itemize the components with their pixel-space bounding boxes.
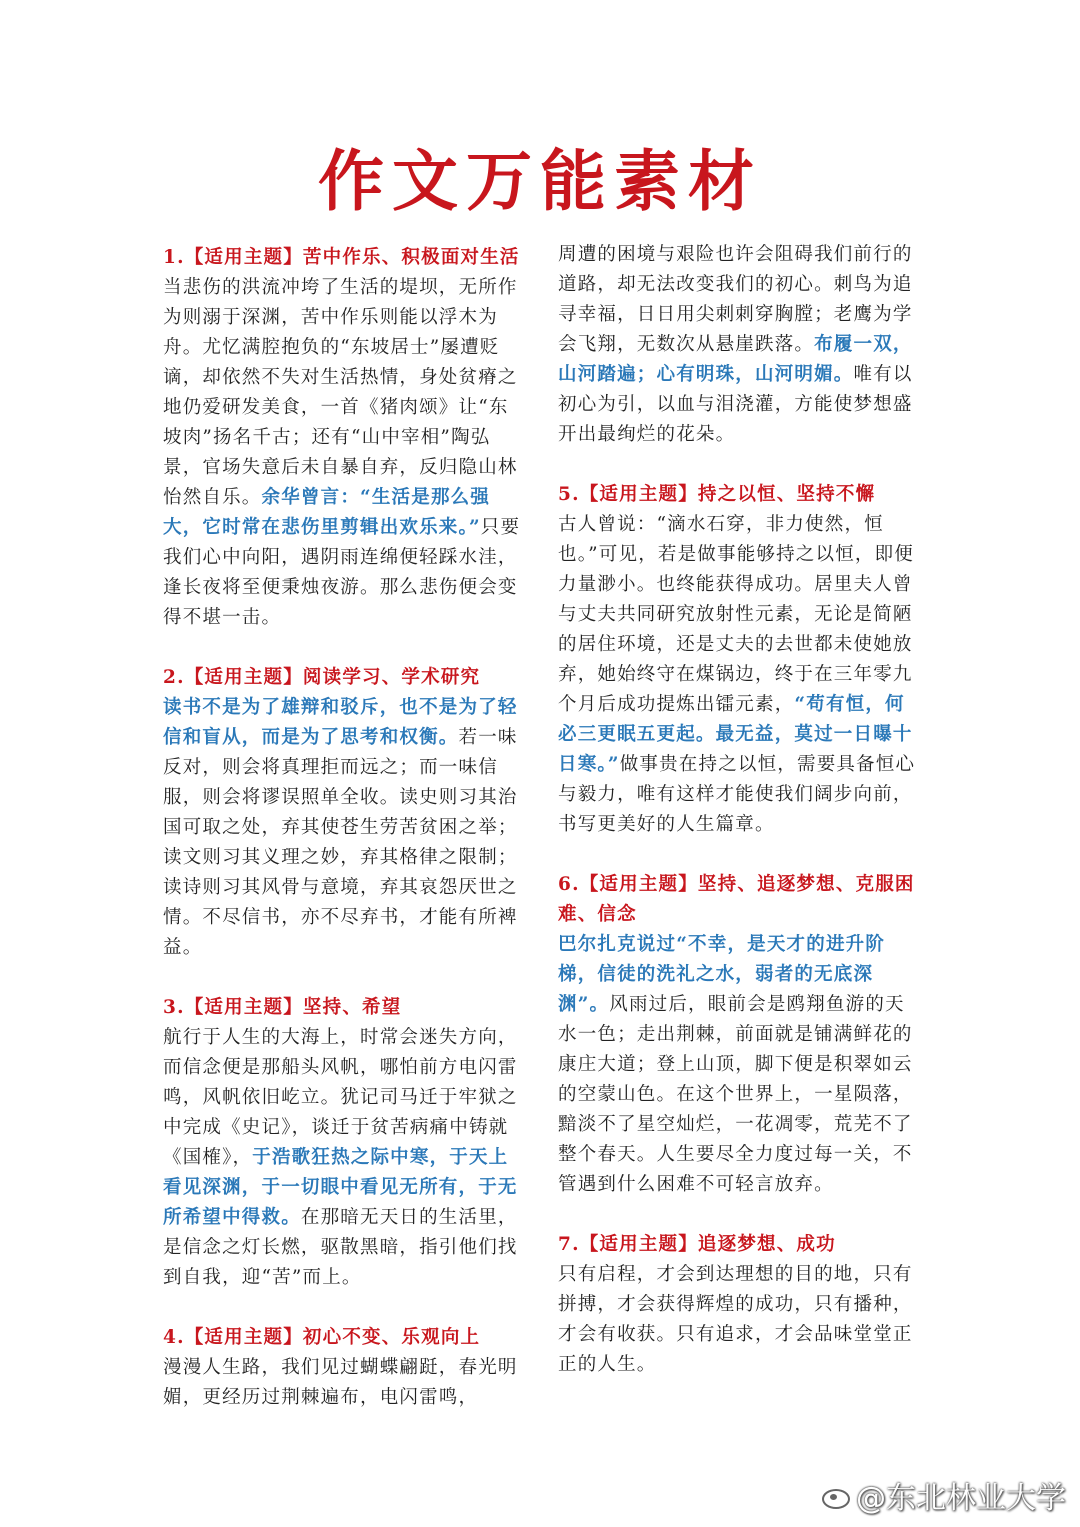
body-text: 在那暗无天日的生活里，是信念之灯长燃，驱散黑暗，指引他们找到自我，迎“苦”而上。 [163, 1207, 518, 1288]
section-heading: 4.【适用主题】初心不变、乐观向上 [163, 1327, 481, 1348]
body-text: 做事贵在持之以恒，需要具备恒心与毅力，唯有这样才能使我们阔步向前，书写更美好的人生篇章。 [558, 754, 916, 835]
section-3 [163, 993, 523, 1293]
section-heading: 1.【适用主题】苦中作乐、积极面对生活 [163, 247, 520, 268]
section-heading: 6.【适用主题】坚持、追逐梦想、克服困难、信念 [558, 874, 915, 925]
section-body: 只有启程，才会到达理想的目的地，只有拼搏，才会获得辉煌的成功，只有播种，才会有收获。只有追求，才会品味堂堂正正的人生。 [558, 1264, 913, 1375]
section-heading: 7.【适用主题】追逐梦想、成功 [558, 1234, 836, 1255]
section-2 [163, 663, 523, 963]
section-heading: 3.【适用主题】坚持、希望 [163, 997, 402, 1018]
section-body [163, 273, 523, 633]
page-title: 作文万能素材 [318, 142, 762, 220]
left-column [163, 243, 523, 1443]
watermark-text: @东北林业大学 [856, 1481, 1066, 1516]
section-heading: 2.【适用主题】阅读学习、学术研究 [163, 667, 481, 688]
body-text: 唯有以初心为引，以血与泪浇灌，方能使梦想盛开出最绚烂的花朵。 [558, 364, 913, 445]
highlight-quote: 余华曾言：“生活是那么强大，它时常在悲伤里剪辑出欢乐来。” [163, 487, 491, 538]
body-text: 若一味反对，则会将真理拒而远之；而一味信服，则会将谬误照单全收。读史则习其治国可取之处，弃其使苍生劳苦贫困之举；读文则习其义理之妙，弃其格律之限制；读诗则习其风骨与意境，弃其哀怨厌世之情。不尽信书，亦不尽弃书，才能有所裨益。 [163, 727, 518, 958]
highlight-quote: 巴尔扎克说过“不幸，是天才的进升阶梯，信徒的洗礼之水，弱者的无底深渊”。 [558, 934, 886, 1015]
body-text: 航行于人生的大海上，时常会迷失方向，而信念便是那船头风帆，哪怕前方电闪雷鸣，风帆依旧屹立。犹记司马迁于牢狱之中完成《史记》，谈迁于贫苦病痛中铸就《国榷》， [163, 1027, 518, 1168]
body-text: 当悲伤的洪流冲垮了生活的堤坝，无所作为则溺于深渊，苦中作乐则能以浮木为舟。尤忆满腔抱负的“东坡居士”屡遭贬谪，却依然不失对生活热情，身处贫瘠之地仍爱研发美食，一首《猪肉颂》让“东坡肉”扬名千古；还有“山中宰相”陶弘景，官场失意后未自暴自弃，反归隐山林怡然自乐。 [163, 277, 518, 508]
section-4-continued [558, 240, 918, 450]
body-text: 风雨过后，眼前会是鸥翔鱼游的天水一色；走出荆棘，前面就是铺满鲜花的康庄大道；登上山顶，脚下便是积翠如云的空蒙山色。在这个世界上，一星陨落，黯淡不了星空灿烂，一花凋零，荒芜不了整个春天。人生要尽全力度过每一关，不管遇到什么困难不可轻言放弃。 [558, 994, 913, 1195]
highlight-quote: 布履一双，山河踏遍；心有明珠，山河明媚。 [558, 334, 913, 385]
body-text: 古人曾说：“滴水石穿，非力使然，恒也。”可见，若是做事能够持之以恒，即便力量渺小。也终能获得成功。居里夫人曾与丈夫共同研究放射性元素，无论是简陋的居住环境，还是丈夫的去世都未使她放弃，她始终守在煤锅边，终于在三年零九个月后成功提炼出镭元素， [558, 514, 915, 715]
section-body [163, 1023, 523, 1293]
section-7 [558, 1230, 918, 1380]
section-body: 漫漫人生路，我们见过蝴蝶翩跹，春光明媚，更经历过荆棘遍布，电闪雷鸣， [163, 1357, 518, 1408]
section-5 [558, 480, 918, 840]
body-text: 周遭的困境与艰险也许会阻碍我们前行的道路，却无法改变我们的初心。刺鸟为追寻幸福，日日用尖刺刺穿胸膛；老鹰为学会飞翔，无数次从悬崖跌落。 [558, 244, 913, 355]
body-text: 只要我们心中向阳，遇阴雨连绵便轻踩水洼，逢长夜将至便秉烛夜游。那么悲伤便会变得不堪一击。 [163, 517, 521, 628]
section-body [163, 693, 523, 963]
right-column [558, 240, 918, 1410]
highlight-quote: 读书不是为了雄辩和驳斥，也不是为了轻信和盲从，而是为了思考和权衡。 [163, 697, 518, 748]
highlight-quote: 于浩歌狂热之际中寒，于天上看见深渊，于一切眼中看见无所有，于无所希望中得救。 [163, 1147, 518, 1228]
section-body [558, 510, 918, 840]
section-6 [558, 870, 918, 1200]
watermark [820, 1473, 1066, 1517]
section-4 [163, 1323, 523, 1413]
weibo-icon [820, 1483, 850, 1507]
section-body [558, 930, 918, 1200]
section-1 [163, 243, 523, 633]
highlight-quote: “苟有恒，何必三更眠五更起。最无益，莫过一日曝十日寒。” [558, 694, 913, 775]
section-heading: 5.【适用主题】持之以恒、坚持不懈 [558, 484, 876, 505]
